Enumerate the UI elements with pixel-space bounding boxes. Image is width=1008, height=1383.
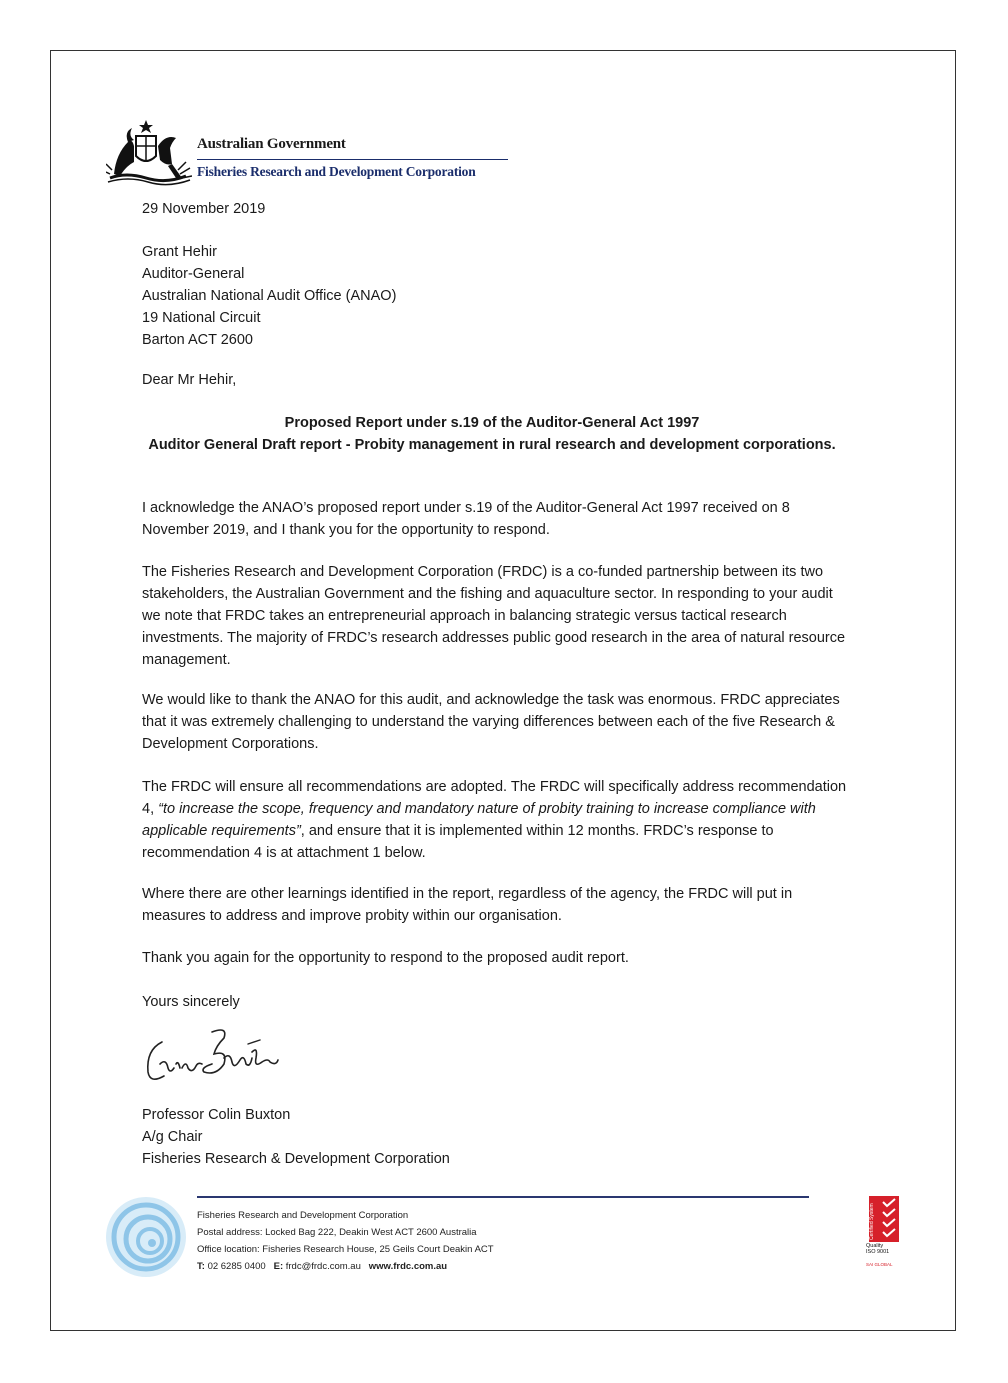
body-paragraph-1: I acknowledge the ANAO’s proposed report under s.19 of the Auditor-General Act 1997 received on 8 November 2019, and I thank you for the opportunity to respond. [142, 500, 790, 538]
recipient-name: Grant Hehir [142, 244, 217, 260]
footer-divider [197, 1196, 809, 1198]
email-label: E: [273, 1261, 284, 1272]
signer-block [142, 1104, 450, 1170]
handwritten-signature [140, 1024, 290, 1088]
salutation: Dear Mr Hehir, [142, 372, 237, 388]
recipient-title: Auditor-General [142, 266, 245, 282]
coat-of-arms-icon [106, 116, 192, 188]
body-paragraph-2: The Fisheries Research and Development Corporation (FRDC) is a co-funded partnership between its two stakeholders, the Australian Government and the fishing and aquaculture sector. In responding to your audit we note that FRDC takes an entrepreneurial approach in balancing strategic versus tactical research investments. The majority of FRDC’s research addresses public good research in the area of natural resource management. [142, 564, 846, 668]
subject-line-2: Auditor General Draft report - Probity management in rural research and development corporations. [148, 437, 836, 453]
certified-checks-icon [869, 1196, 899, 1242]
body-paragraph-6: Thank you again for the opportunity to respond to the proposed audit report. [142, 950, 629, 966]
subject-line-1: Proposed Report under s.19 of the Auditor-General Act 1997 [284, 415, 700, 431]
letter-date: 29 November 2019 [142, 201, 266, 217]
signer-title: A/g Chair [142, 1129, 203, 1145]
signer-organisation: Fisheries Research & Development Corporation [142, 1151, 450, 1167]
iso-label [866, 1243, 889, 1255]
p4-start: The FRDC will ensure all recommendations are adopted. The FRDC will specifically address recommendation 4, [142, 779, 847, 817]
recipient-street: 19 National Circuit [142, 310, 261, 326]
frdc-wave-logo-icon [104, 1195, 188, 1279]
footer-contact [197, 1207, 494, 1275]
recipient-city: Barton ACT 2600 [142, 332, 253, 348]
subject-heading [142, 412, 842, 456]
recipient-address [142, 241, 396, 351]
footer-email[interactable]: frdc@frdc.com.au [285, 1261, 361, 1272]
footer-web[interactable]: www.frdc.com.au [368, 1261, 448, 1272]
letterhead-divider [197, 159, 508, 160]
footer-contact-line [197, 1258, 494, 1275]
footer-phone: 02 6285 0400 [207, 1261, 266, 1272]
footer-org: Fisheries Research and Development Corporation [197, 1210, 409, 1221]
recommendation-quote: “to increase the scope, frequency and mandatory nature of probity training to increase compliance with applicable requirements” [142, 801, 816, 839]
body-paragraph-3: We would like to thank the ANAO for this audit, and acknowledge the task was enormous. FRDC appreciates that it was extremely challenging to understand the varying differences between each of the five Research & Development Corporations. [142, 692, 840, 752]
letterhead-organisation: Fisheries Research and Development Corporation [197, 164, 476, 179]
footer-office: Office location: Fisheries Research House, 25 Geils Court Deakin ACT [197, 1244, 494, 1255]
iso-certification-badge [866, 1196, 902, 1266]
phone-label: T: [197, 1261, 205, 1272]
signer-name: Professor Colin Buxton [142, 1107, 291, 1123]
iso-quality: Quality [866, 1243, 884, 1249]
sai-global-label: SAI GLOBAL [866, 1262, 893, 1267]
body-paragraph-4 [142, 776, 847, 864]
body-paragraph-5: Where there are other learnings identified in the report, regardless of the agency, the FRDC will put in measures to address and improve probity within our organisation. [142, 886, 793, 924]
letterhead-government: Australian Government [197, 136, 346, 152]
p4-end: , and ensure that it is implemented within 12 months. FRDC’s response to recommendation 4 is at attachment 1 below. [142, 823, 774, 861]
closing: Yours sincerely [142, 994, 240, 1010]
iso-standard: ISO 9001 [866, 1249, 890, 1255]
recipient-office: Australian National Audit Office (ANAO) [142, 288, 397, 304]
certified-system-bar [869, 1196, 899, 1242]
badge-text: Certified System [869, 1203, 875, 1240]
footer-postal: Postal address: Locked Bag 222, Deakin West ACT 2600 Australia [197, 1227, 477, 1238]
